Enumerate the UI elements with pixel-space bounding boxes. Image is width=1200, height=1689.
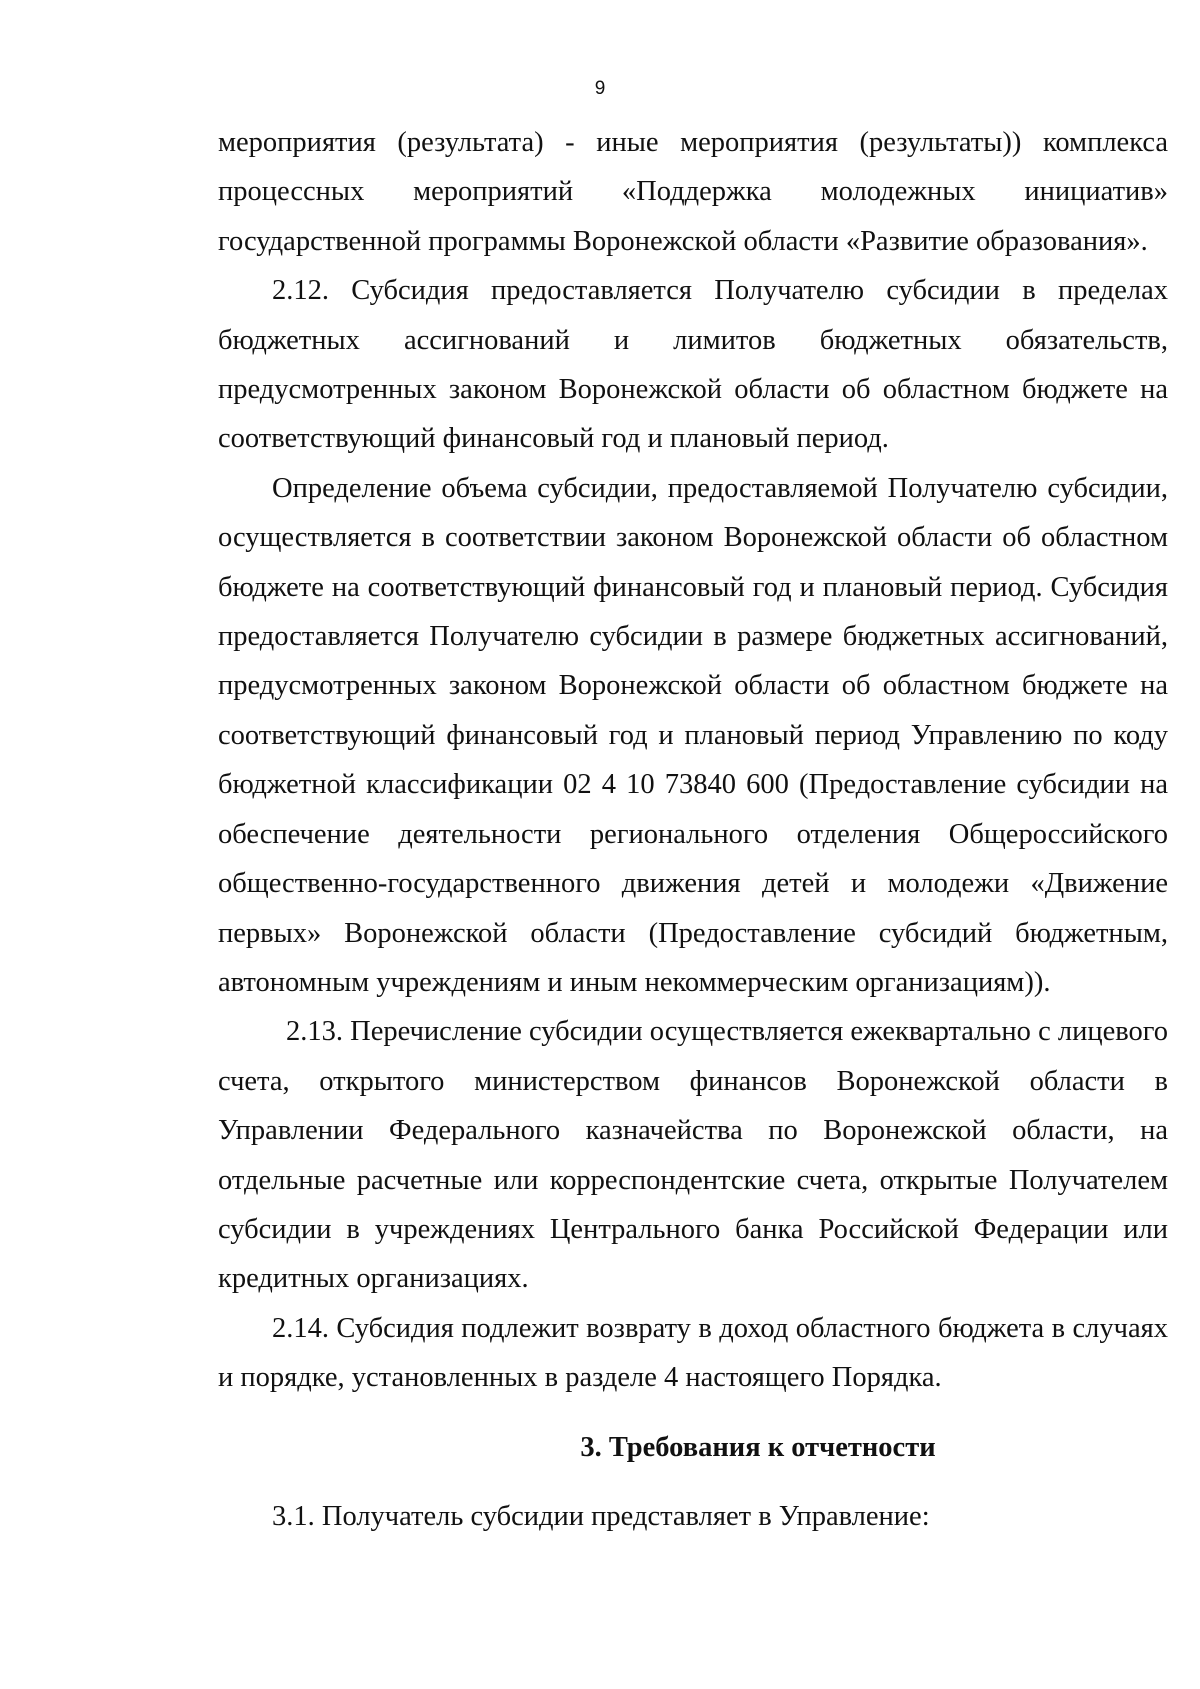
paragraph-subsidy-volume: Определение объема субсидии, предоставляемой Получателю субсидии, осуществляется в соответствии законом Воронежской области об областном бюджете на соответствующий финансовый год и плановый период. Субсидия предоставляется Получателю субсидии в размере бюджетных ассигнований, предусмотренных законом Воронежской области об областном бюджете на соответствующий финансовый год и плановый период Управлению по коду бюджетной классификации 02 4 10 73840 600 (Предоставление субсидии на обеспечение деятельности регионального отделения Общероссийского общественно-государственного движения детей и молодежи «Движение первых» Воронежской области (Предоставление субсидий бюджетным, автономным учреждениям и иным некоммерческим организациям)). bbox=[218, 472, 1168, 998]
page-number: 9 bbox=[594, 78, 606, 99]
paragraph-2-12: 2.12. Субсидия предоставляется Получателю субсидии в пределах бюджетных ассигнований и лимитов бюджетных обязательств, предусмотренных законом Воронежской области об областном бюджете на соответствующий финансовый год и плановый период. bbox=[218, 275, 1168, 455]
section-heading: 3. Требования к отчетности bbox=[580, 1431, 936, 1463]
paragraph-continuation: мероприятия (результата) - иные мероприятия (результаты)) комплекса процессных мероприятий «Поддержка молодежных инициатив» государственной программы Воронежской области «Развитие образования». bbox=[218, 127, 1168, 257]
paragraph-2-13: 2.13. Перечисление субсидии осуществляется ежеквартально с лицевого счета, открытого министерством финансов Воронежской области в Управлении Федерального казначейства по Воронежской области, на отдельные расчетные или корреспондентские счета, открытые Получателем субсидии в учреждениях Центрального банка Российской Федерации или кредитных организациях. bbox=[218, 1016, 1168, 1295]
paragraph-3-1: 3.1. Получатель субсидии представляет в Управление: bbox=[272, 1500, 930, 1532]
document-body bbox=[218, 118, 1168, 1541]
paragraph-2-14: 2.14. Субсидия подлежит возврату в доход областного бюджета в случаях и порядке, установленных в разделе 4 настоящего Порядка. bbox=[218, 1312, 1168, 1394]
